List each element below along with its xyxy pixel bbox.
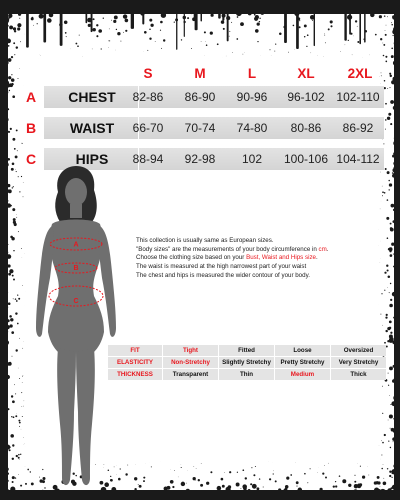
fit-label: FIT: [108, 345, 162, 356]
row-value: 70-74: [184, 121, 216, 135]
waist-row: [18, 117, 384, 139]
fit-table: [108, 345, 386, 381]
row-value: 66-70: [132, 121, 164, 135]
size-2xl-label: 2XL: [347, 66, 373, 81]
row-name: CHEST: [68, 89, 116, 105]
row-value: 92-98: [184, 152, 216, 166]
row-value: 102: [241, 152, 263, 166]
thickness-label: THICKNESS: [108, 369, 162, 380]
thickness-row: [108, 369, 386, 381]
row-value: 86-90: [184, 90, 216, 104]
row-value: 102-110: [336, 90, 380, 104]
row-letter: C: [18, 148, 44, 170]
thickness-cell: Thick: [331, 369, 386, 380]
elasticity-row: [108, 357, 386, 369]
note-line: The waist is measured at the high narrowest part of your waist: [136, 263, 307, 271]
size-m-label: M: [194, 66, 206, 81]
note-line: Choose the clothing size based on your Bust, Waist and Hips size.: [136, 254, 318, 262]
elasticity-label: ELASTICITY: [108, 357, 162, 368]
row-value: 96-102: [287, 90, 325, 104]
row-value: 100-106: [283, 152, 329, 166]
thickness-cell: Transparent: [163, 369, 218, 380]
chest-row: [18, 86, 384, 108]
fit-row: [108, 345, 386, 357]
size-header: [122, 66, 384, 84]
elasticity-cell: Slightly Stretchy: [219, 357, 274, 368]
row-value: 90-96: [236, 90, 268, 104]
row-value: 80-86: [290, 121, 322, 135]
chest-marker-label: A: [73, 241, 79, 249]
fit-cell: Fitted: [219, 345, 274, 356]
fit-cell: Loose: [275, 345, 330, 356]
row-value: 86-92: [342, 121, 374, 135]
row-value: 88-94: [132, 152, 164, 166]
elasticity-cell: Non-Stretchy: [163, 357, 218, 368]
note-line: The chest and hips is measured the wider contour of your body.: [136, 271, 310, 279]
fit-cell: Tight: [163, 345, 218, 356]
thickness-cell: Thin: [219, 369, 274, 380]
size-s-label: S: [143, 66, 153, 81]
row-value: 82-86: [132, 90, 164, 104]
body-figure: [18, 162, 130, 500]
size-xl-label: XL: [297, 66, 315, 81]
row-value: 74-80: [236, 121, 268, 135]
note-line: This collection is usually same as European sizes.: [136, 237, 274, 244]
elasticity-cell: Very Stretchy: [331, 357, 386, 368]
note-line: "Body sizes" are the measurements of your body circumference in cm.: [136, 245, 329, 253]
row-letter: A: [18, 86, 44, 108]
elasticity-cell: Pretty Stretchy: [275, 357, 330, 368]
thickness-cell: Medium: [275, 369, 330, 380]
row-name: WAIST: [69, 120, 115, 136]
fit-cell: Oversized: [331, 345, 386, 356]
size-notes: [136, 237, 386, 281]
size-l-label: L: [247, 66, 257, 81]
waist-marker-label: B: [73, 265, 79, 272]
row-value: 104-112: [336, 152, 380, 166]
row-name: HIPS: [75, 151, 109, 167]
row-letter: B: [18, 117, 44, 139]
hips-marker-label: C: [73, 298, 79, 305]
